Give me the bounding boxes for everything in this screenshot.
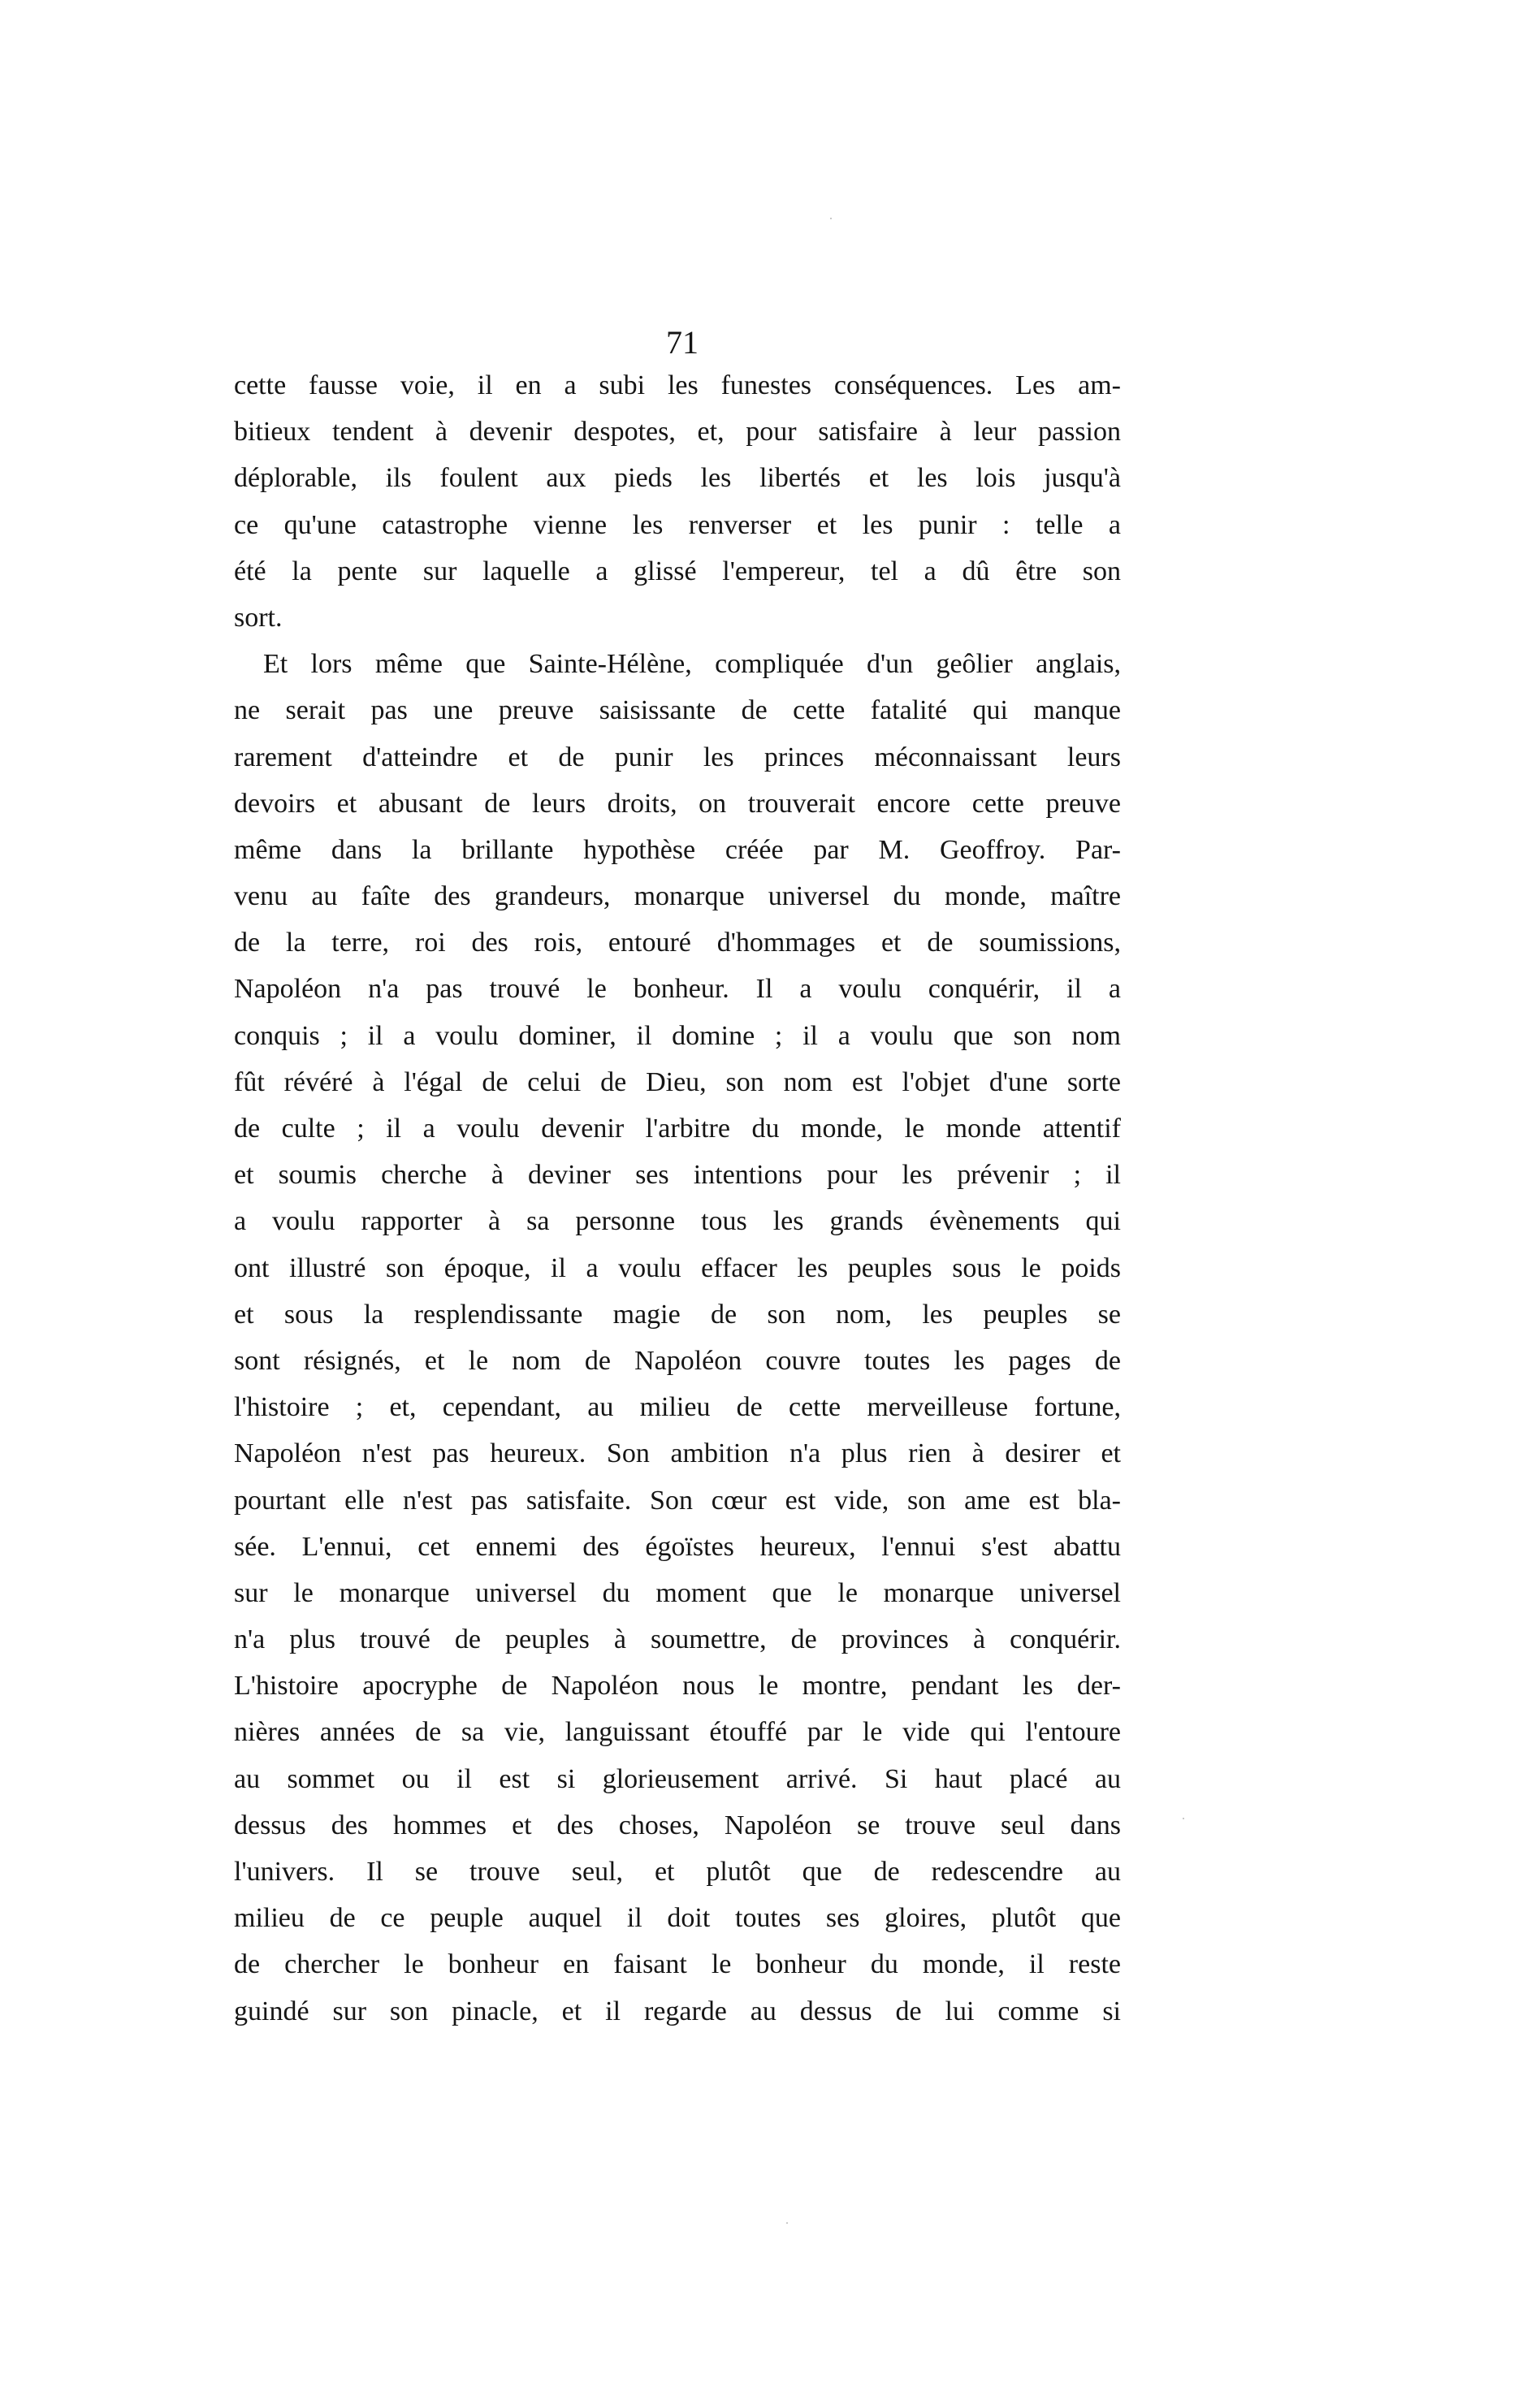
text-line: et soumis cherche à deviner ses intentions pour les prévenir ; il — [234, 1160, 1121, 1191]
text-line: de culte ; il a voulu devenir l'arbitre du monde, le monde attentif — [234, 1114, 1121, 1144]
text-line: devoirs et abusant de leurs droits, on trouverait encore cette preuve — [234, 788, 1121, 819]
text-line: a voulu rapporter à sa personne tous les grands évènements qui — [234, 1206, 1121, 1237]
text-line: Napoléon n'est pas heureux. Son ambition n'a plus rien à desirer et — [234, 1438, 1121, 1469]
text-line: Napoléon n'a pas trouvé le bonheur. Il a voulu conquérir, il a — [234, 974, 1121, 1005]
text-line: au sommet ou il est si glorieusement arrivé. Si haut placé au — [234, 1763, 1121, 1794]
text-line: sur le monarque universel du moment que le monarque universel — [234, 1577, 1121, 1608]
body-text — [234, 362, 1121, 2035]
text-line: même dans la brillante hypothèse créée par M. Geoffroy. Par- — [234, 834, 1121, 865]
text-line: guindé sur son pinacle, et il regarde au dessus de lui comme si — [234, 1996, 1121, 2026]
paper-speck — [786, 2222, 788, 2224]
text-line: nières années de sa vie, languissant étouffé par le vide qui l'entoure — [234, 1717, 1121, 1748]
text-line-paragraph-start: Et lors même que Sainte-Hélène, compliquée d'un geôlier anglais, — [263, 649, 1121, 680]
text-line: l'univers. Il se trouve seul, et plutôt que de redescendre au — [234, 1857, 1121, 1887]
page-number: 71 — [666, 324, 699, 361]
text-line: et sous la resplendissante magie de son nom, les peuples se — [234, 1299, 1121, 1330]
text-line: bitieux tendent à devenir despotes, et, pour satisfaire à leur passion — [234, 417, 1121, 448]
text-line: ont illustré son époque, il a voulu effacer les peuples sous le poids — [234, 1252, 1121, 1283]
text-line: rarement d'atteindre et de punir les princes méconnaissant leurs — [234, 742, 1121, 772]
text-line: sée. L'ennui, cet ennemi des égoïstes heureux, l'ennui s'est abattu — [234, 1531, 1121, 1562]
text-line: ne serait pas une preuve saisissante de cette fatalité qui manque — [234, 695, 1121, 726]
text-line: n'a plus trouvé de peuples à soumettre, de provinces à conquérir. — [234, 1624, 1121, 1655]
text-line: de la terre, roi des rois, entouré d'hommages et de soumissions, — [234, 928, 1121, 958]
text-line: dessus des hommes et des choses, Napoléon se trouve seul dans — [234, 1810, 1121, 1840]
text-line: l'histoire ; et, cependant, au milieu de cette merveilleuse fortune, — [234, 1392, 1121, 1423]
text-line: fût révéré à l'égal de celui de Dieu, son nom est l'objet d'une sorte — [234, 1066, 1121, 1097]
text-line: L'histoire apocryphe de Napoléon nous le montre, pendant les der- — [234, 1671, 1121, 1702]
paper-speck — [1183, 1818, 1184, 1819]
text-line: cette fausse voie, il en a subi les funestes conséquences. Les am- — [234, 370, 1121, 400]
text-line: conquis ; il a voulu dominer, il domine ; il a voulu que son nom — [234, 1020, 1121, 1051]
text-line: sont résignés, et le nom de Napoléon couvre toutes les pages de — [234, 1345, 1121, 1376]
text-line: été la pente sur laquelle a glissé l'empereur, tel a dû être son — [234, 556, 1121, 586]
text-line: de chercher le bonheur en faisant le bonheur du monde, il reste — [234, 1949, 1121, 1980]
text-line: milieu de ce peuple auquel il doit toutes ses gloires, plutôt que — [234, 1903, 1121, 1934]
text-line: sort. — [234, 602, 283, 633]
text-line: pourtant elle n'est pas satisfaite. Son cœur est vide, son ame est bla- — [234, 1485, 1121, 1516]
text-line: ce qu'une catastrophe vienne les renverser et les punir : telle a — [234, 509, 1121, 540]
paper-speck — [830, 218, 832, 219]
text-line: déplorable, ils foulent aux pieds les libertés et les lois jusqu'à — [234, 463, 1121, 494]
text-line: venu au faîte des grandeurs, monarque universel du monde, maître — [234, 881, 1121, 912]
